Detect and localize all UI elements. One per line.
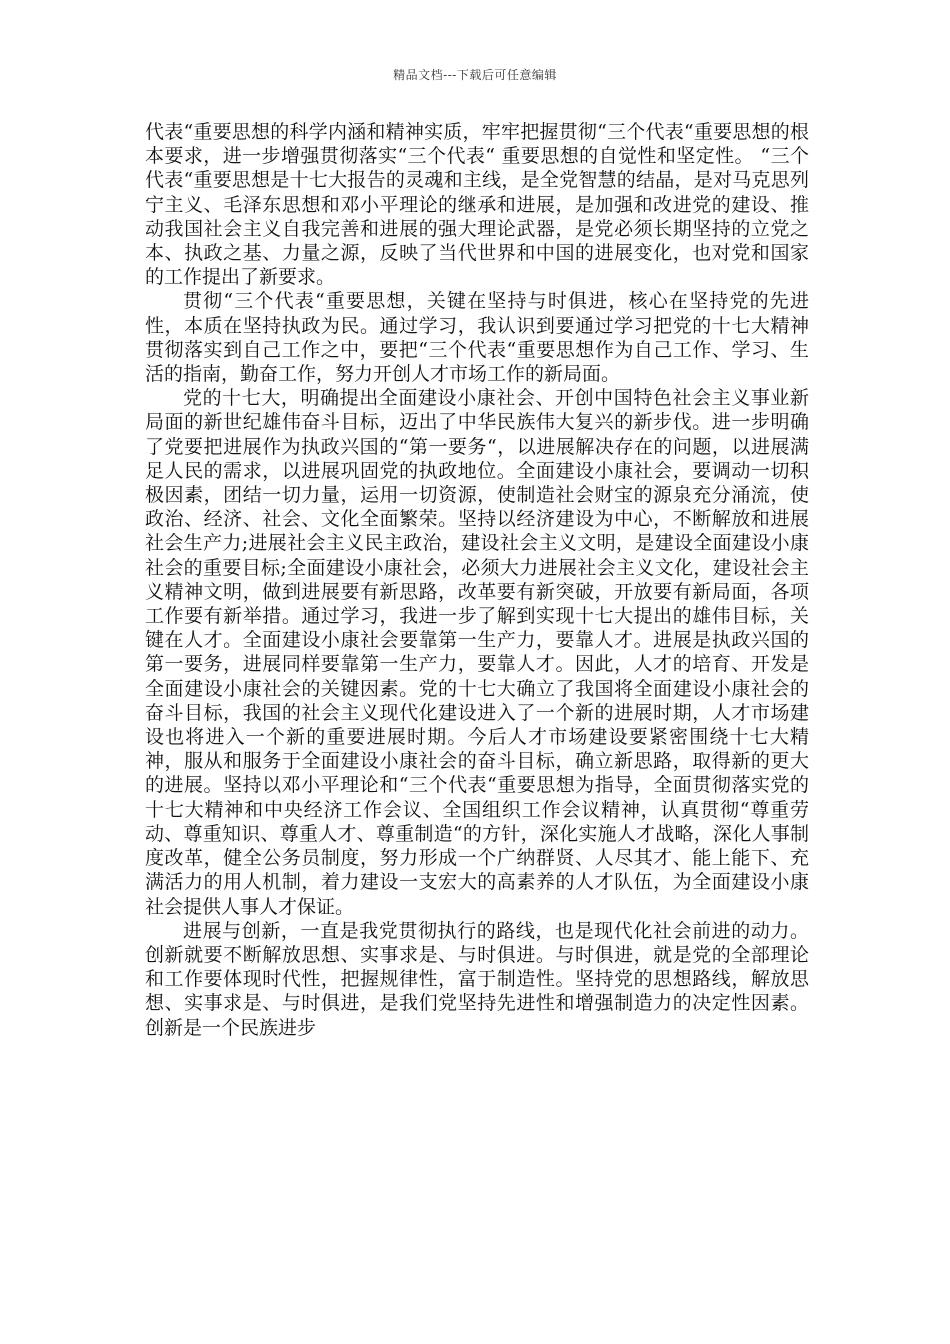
body-text [145, 120, 809, 1040]
paragraph-1: 代表“重要思想的科学内涵和精神实质，牢牢把握贯彻“三个代表“重要思想的根本要求，进一步增强贯彻落实“三个代表“ 重要思想的自觉性和坚定性。 “三个代表“重要思想是十七大报告的灵魂和主线，是全党智慧的结晶，是对马克思列宁主义、毛泽东思想和邓小平理论的继承和进展，是加强和改进党的建设、推动我国社会主义自我完善和进展的强大理论武器，是党必须长期坚持的立党之本、执政之基、力量之源，反映了当代世界和中国的进展变化，也对党和国家的工作提出了新要求。 [145, 121, 809, 289]
paragraph-2: 贯彻“三个代表“重要思想，关键在坚持与时俱进，核心在坚持党的先进性，本质在坚持执政为民。通过学习，我认识到要通过学习把党的十七大精神贯彻落实到自己工作之中，要把“三个代表“重要思想作为自己工作、学习、生活的指南，勤奋工作，努力开创人才市场工作的新局面。 [145, 290, 809, 386]
page-header: 精品文档---下载后可任意编辑 [393, 68, 557, 82]
paragraph-4: 进展与创新，一直是我党贯彻执行的路线，也是现代化社会前进的动力。创新就要不断解放思想、实事求是、与时俱进。与时俱进，就是党的全部理论和工作要体现时代性，把握规律性，富于制造性。坚持党的思想路线，解放思想、实事求是、与时俱进，是我们党坚持先进性和增强制造力的决定性因素。创新是一个民族进步 [145, 919, 809, 1039]
paragraph-3: 党的十七大，明确提出全面建设小康社会、开创中国特色社会主义事业新局面的新世纪雄伟奋斗目标，迈出了中华民族伟大复兴的新步伐。进一步明确了党要把进展作为执政兴国的“第一要务“，以进展解决存在的问题，以进展满足人民的需求，以进展巩固党的执政地位。全面建设小康社会，要调动一切积极因素，团结一切力量，运用一切资源，使制造社会财宝的源泉充分涌流，使政治、经济、社会、文化全面繁荣。坚持以经济建设为中心，不断解放和进展社会生产力;进展社会主义民主政治，建设社会主义文明，是建设全面建设小康社会的重要目标;全面建设小康社会，必须大力进展社会主义文化，建设社会主义精神文明，做到进展要有新思路，改革要有新突破，开放要有新局面，各项工作要有新举措。通过学习，我进一步了解到实现十七大提出的雄伟目标，关键在人才。全面建设小康社会要靠第一生产力，要靠人才。进展是执政兴国的第一要务，进展同样要靠第一生产力，要靠人才。因此，人才的培育、开发是全面建设小康社会的关键因素。党的十七大确立了我国将全面建设小康社会的奋斗目标，我国的社会主义现代化建设进入了一个新的进展时期，人才市场建设也将进入一个新的重要进展时期。今后人才市场建设要紧密围绕十七大精神，服从和服务于全面建设小康社会的奋斗目标，确立新思路，取得新的更大的进展。坚持以邓小平理论和“三个代表“重要思想为指导，全面贯彻落实党的十七大精神和中央经济工作会议、全国组织工作会议精神，认真贯彻“尊重劳动、尊重知识、尊重人才、尊重制造“的方针，深化实施人才战略，深化人事制度改革，健全公务员制度，努力形成一个广纳群贤、人尽其才、能上能下、充满活力的用人机制，着力建设一支宏大的高素养的人才队伍，为全面建设小康社会提供人事人才保证。 [145, 387, 809, 918]
